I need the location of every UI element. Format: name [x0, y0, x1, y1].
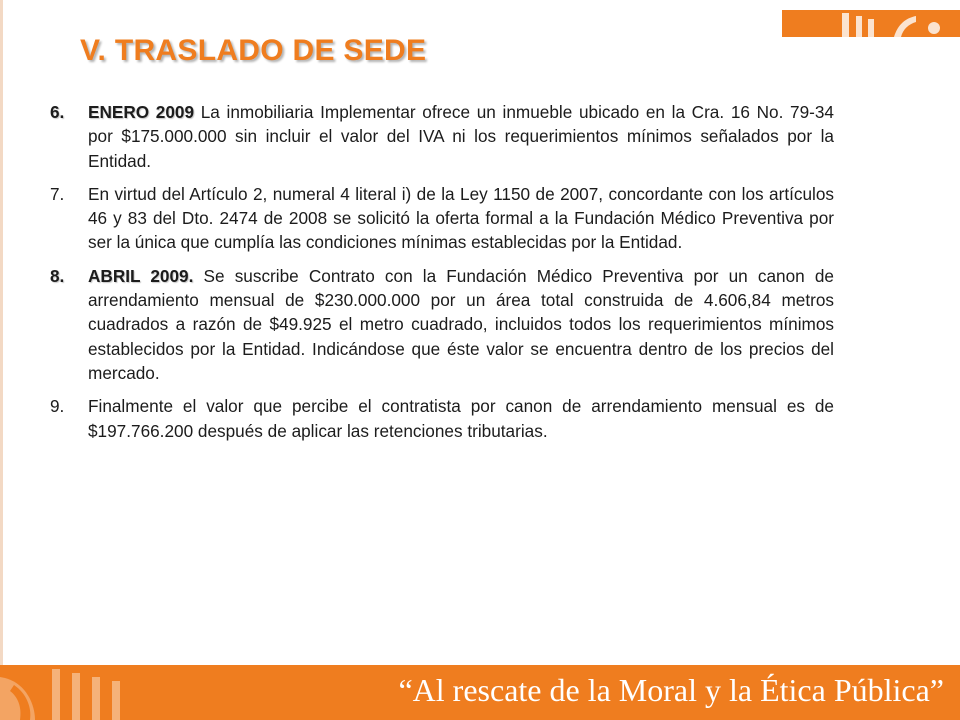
item-text: Se suscribe Contrato con la Fundación Médico Preventiva por un canon de arrendamiento mensual de $230.000.000 por un área total construida de 4.606,84 metros cuadrados a razón de $49.925 el metro cuadrado, incluidos todos los requerimientos mínimos establecidos por la Entidad. Indicándose que éste valor se encuentra dentro de los precios del mercado. — [88, 265, 834, 383]
item-body — [88, 394, 834, 443]
item-number: 7. — [50, 183, 65, 204]
numbered-list — [50, 100, 834, 452]
item-body — [88, 100, 834, 173]
list-item-9 — [50, 394, 834, 443]
item-body — [88, 182, 834, 255]
item-text: La inmobiliaria Implementar ofrece un inmueble ubicado en la Cra. 16 No. 79-34 por $175.000.000 sin incluir el valor del IVA ni los requerimientos mínimos señalados por la Entidad. — [88, 102, 834, 171]
page-title: V. TRASLADO DE SEDE — [80, 34, 427, 67]
item-body — [88, 264, 834, 385]
list-item-8 — [50, 264, 834, 385]
footer-slogan: “Al rescate de la Moral y la Ética Pública” — [398, 672, 944, 708]
corner-decoration-icon — [782, 10, 960, 37]
item-text: Finalmente el valor que percibe el contratista por canon de arrendamiento mensual es de $197.766.200 después de aplicar las retenciones tributarias. — [88, 396, 834, 441]
list-item-7 — [50, 182, 834, 255]
footer-stripes-icon — [0, 665, 150, 720]
item-number: 9. — [50, 396, 65, 417]
item-number: 6. — [50, 102, 65, 122]
list-item-6 — [50, 100, 834, 173]
item-number: 8. — [50, 265, 65, 286]
item-lead: ENERO 2009 — [88, 102, 195, 122]
item-lead: ABRIL 2009. — [88, 265, 194, 286]
footer-banner — [0, 665, 960, 720]
left-border-line — [0, 0, 3, 665]
item-text: En virtud del Artículo 2, numeral 4 literal i) de la Ley 1150 de 2007, concordante con los artículos 46 y 83 del Dto. 2474 de 2008 se solicitó la oferta formal a la Fundación Médico Preventiva por ser la única que cumplía las condiciones mínimas establecidas por la Entidad. — [88, 183, 834, 253]
